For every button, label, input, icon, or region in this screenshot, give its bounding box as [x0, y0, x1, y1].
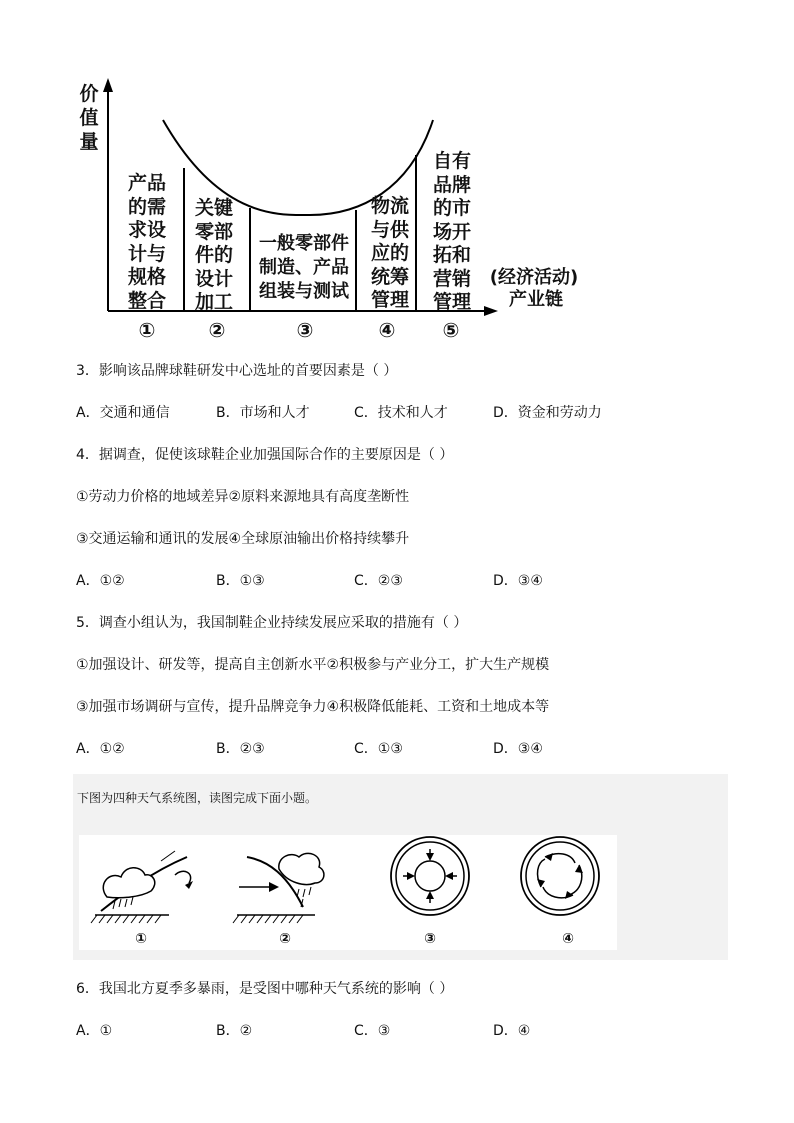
q5-option-a[interactable]: A．①②: [76, 741, 125, 757]
q5-option-b[interactable]: B．②③: [216, 741, 265, 757]
x-axis-label-chain: 产业链: [509, 289, 563, 310]
weather-label-1: ①: [135, 931, 147, 947]
weather-label-2: ②: [279, 931, 291, 947]
cold-front-diagram: [91, 851, 193, 923]
question-5-stem: 5．调查小组认为，我国制鞋企业持续发展应采取的措施有（ ）: [76, 615, 468, 631]
stage-3-line: 制造、产品: [259, 257, 349, 278]
weather-diagrams: [79, 835, 617, 950]
q5-option-c[interactable]: C．①③: [354, 741, 403, 757]
stage-4-number: ④: [378, 318, 396, 342]
smile-curve-diagram: [70, 70, 590, 355]
q3-option-d[interactable]: D．资金和劳动力: [493, 405, 602, 421]
stage-2-number: ②: [208, 318, 226, 342]
stage-1-number: ①: [138, 318, 156, 342]
stage-1-text: 产品的需求设计与规格整合: [127, 172, 166, 312]
weather-label-3: ③: [424, 931, 436, 947]
warm-front-diagram: [233, 853, 324, 923]
weather-intro-text: 下图为四种天气系统图，读图完成下面小题。: [77, 791, 318, 805]
q3-option-c[interactable]: C．技术和人才: [354, 405, 448, 421]
q6-option-d[interactable]: D．④: [493, 1023, 531, 1039]
weather-label-4: ④: [562, 931, 574, 947]
stage-3-number: ③: [296, 318, 314, 342]
stage-2-text: 关键零部件的设计加工: [194, 197, 233, 313]
question-3-stem: 3．影响该品牌球鞋研发中心选址的首要因素是（ ）: [76, 363, 398, 379]
stage-5-text: 自有品牌的市场开拓和营销管理: [432, 150, 471, 313]
q6-option-c[interactable]: C．③: [354, 1023, 391, 1039]
q6-option-b[interactable]: B．②: [216, 1023, 253, 1039]
question-4-stem: 4．据调查，促使该球鞋企业加强国际合作的主要原因是（ ）: [76, 447, 454, 463]
y-axis-label: 价值量: [79, 83, 99, 153]
q4-statements-line-1: ①劳动力价格的地域差异②原料来源地具有高度垄断性: [76, 489, 410, 505]
weather-systems-block: [73, 774, 728, 960]
cyclone-diagram: [391, 837, 469, 915]
anticyclone-diagram: [521, 837, 599, 915]
q4-option-a[interactable]: A．①②: [76, 573, 125, 589]
q4-option-d[interactable]: D．③④: [493, 573, 543, 589]
q3-option-a[interactable]: A．交通和通信: [76, 405, 170, 421]
q4-statements-line-2: ③交通运输和通讯的发展④全球原油输出价格持续攀升: [76, 531, 410, 547]
q5-statements-line-1: ①加强设计、研发等，提高自主创新水平②积极参与产业分工，扩大生产规模: [76, 657, 550, 673]
q4-option-c[interactable]: C．②③: [354, 573, 403, 589]
q5-option-d[interactable]: D．③④: [493, 741, 543, 757]
q5-statements-line-2: ③加强市场调研与宣传，提升品牌竞争力④积极降低能耗、工资和土地成本等: [76, 699, 550, 715]
stage-3-line: 一般零部件: [259, 233, 349, 254]
q6-option-a[interactable]: A．①: [76, 1023, 113, 1039]
stage-3-text: [252, 232, 356, 304]
q4-option-b[interactable]: B．①③: [216, 573, 265, 589]
question-6-stem: 6．我国北方夏季多暴雨，是受图中哪种天气系统的影响（ ）: [76, 981, 454, 997]
stage-4-text: 物流与供应的统筹管理: [370, 195, 409, 311]
x-axis-label-activity: (经济活动): [489, 267, 579, 288]
stage-5-number: ⑤: [442, 318, 460, 342]
q3-option-b[interactable]: B．市场和人才: [216, 405, 310, 421]
weather-diagram-panel: [79, 835, 617, 950]
stage-3-line: 组装与测试: [259, 281, 349, 302]
